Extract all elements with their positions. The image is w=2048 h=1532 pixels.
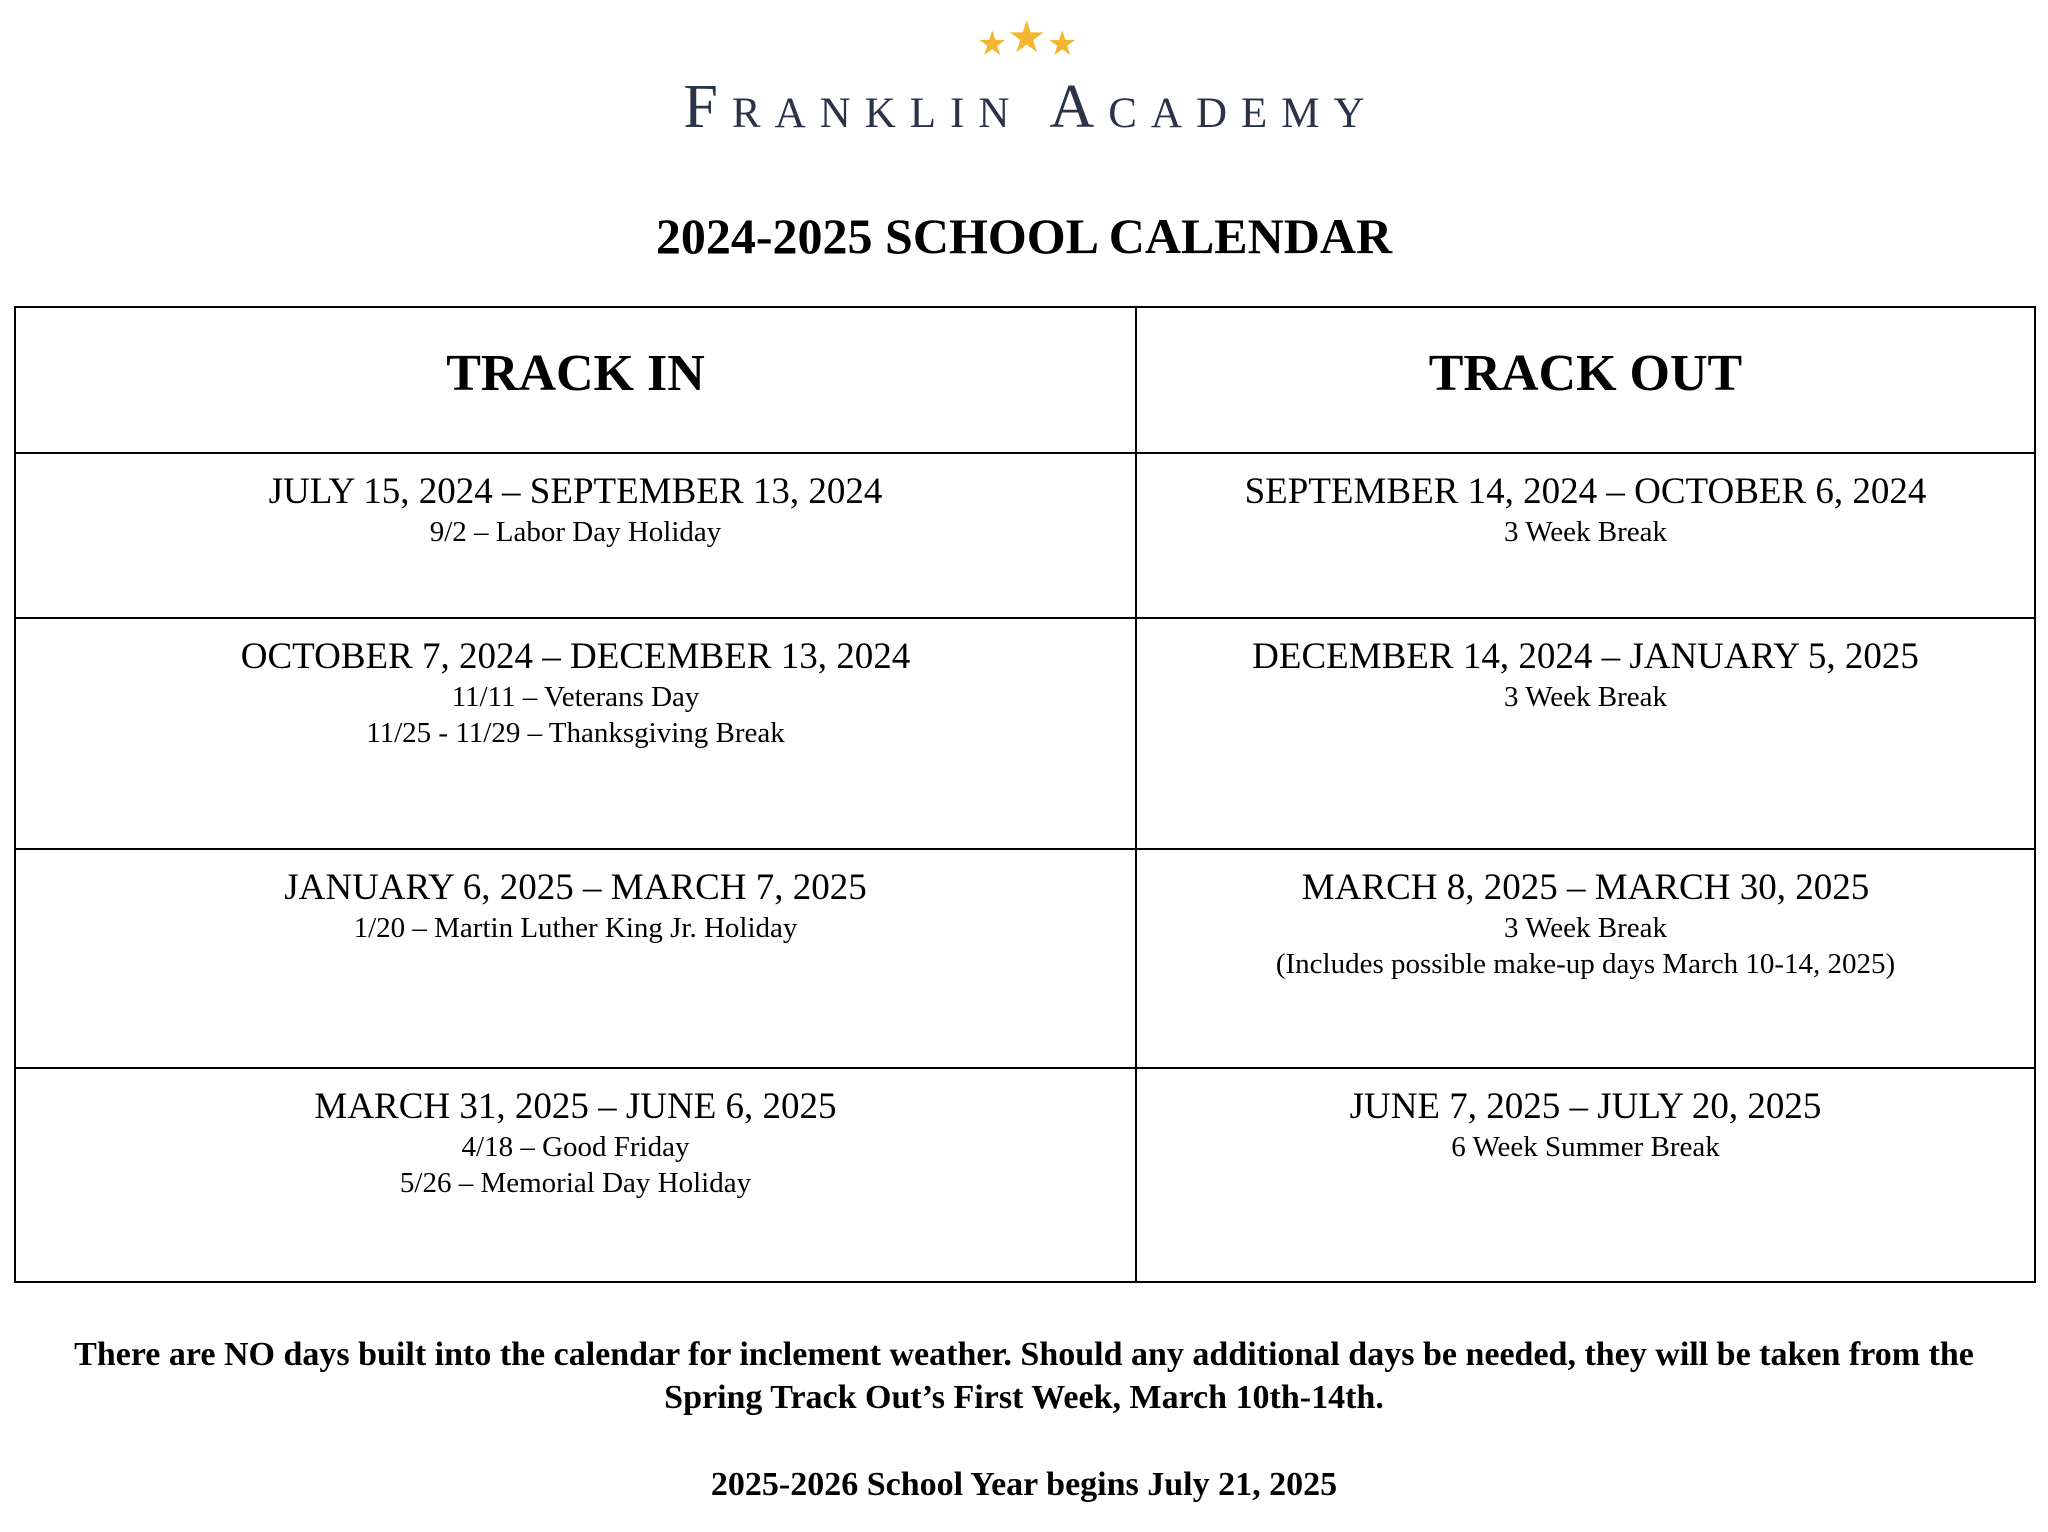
track-out-cell [1136,849,2035,1068]
date-range: JANUARY 6, 2025 – MARCH 7, 2025 [284,867,867,908]
stars-icon [959,14,1089,62]
column-header-track-out: TRACK OUT [1136,307,2035,453]
note: 11/11 – Veterans Day [451,681,700,713]
star-icon: ★ [1047,26,1078,63]
next-year-notice: 2025-2026 School Year begins July 21, 2025 [710,1466,1338,1503]
table-row [15,1068,2035,1282]
track-in-cell [15,453,1136,618]
date-range: OCTOBER 7, 2024 – DECEMBER 13, 2024 [240,636,911,677]
table-row [15,453,2035,618]
note: 3 Week Break [1503,912,1667,944]
date-range: MARCH 31, 2025 – JUNE 6, 2025 [314,1086,837,1127]
date-range: SEPTEMBER 14, 2024 – OCTOBER 6, 2024 [1244,471,1927,512]
star-icon: ★ [977,26,1008,63]
note: 3 Week Break [1503,516,1667,548]
track-in-cell [15,618,1136,849]
column-header-track-in: TRACK IN [15,307,1136,453]
weather-notice: There are NO days built into the calendar for inclement weather. Should any additional days be needed, they will be taken from the Spring Track Out’s First Week, March 10th-14th. [74,1336,1974,1416]
star-icon: ★ [1007,13,1047,62]
note: 11/25 - 11/29 – Thanksgiving Break [366,717,785,749]
date-range: MARCH 8, 2025 – MARCH 30, 2025 [1301,867,1870,908]
note: 5/26 – Memorial Day Holiday [399,1167,752,1199]
note: 9/2 – Labor Day Holiday [429,516,722,548]
calendar-table [14,306,2036,1283]
track-in-cell [15,1068,1136,1282]
note: 4/18 – Good Friday [461,1131,690,1163]
track-out-cell [1136,1068,2035,1282]
table-row [15,618,2035,849]
note: (Includes possible make-up days March 10-14, 2025) [1275,948,1896,980]
note: 1/20 – Martin Luther King Jr. Holiday [353,912,798,944]
track-out-cell [1136,453,2035,618]
table-row [15,849,2035,1068]
logo [0,13,2048,141]
table-header-row [15,307,2035,453]
track-out-cell [1136,618,2035,849]
date-range: JUNE 7, 2025 – JULY 20, 2025 [1349,1086,1822,1127]
date-range: JULY 15, 2024 – SEPTEMBER 13, 2024 [268,471,883,512]
track-in-cell [15,849,1136,1068]
brand-name: Franklin Academy [683,73,1379,141]
page-title: 2024-2025 SCHOOL CALENDAR [655,208,1393,264]
date-range: DECEMBER 14, 2024 – JANUARY 5, 2025 [1252,636,1919,677]
note: 6 Week Summer Break [1451,1131,1720,1163]
note: 3 Week Break [1503,681,1667,713]
